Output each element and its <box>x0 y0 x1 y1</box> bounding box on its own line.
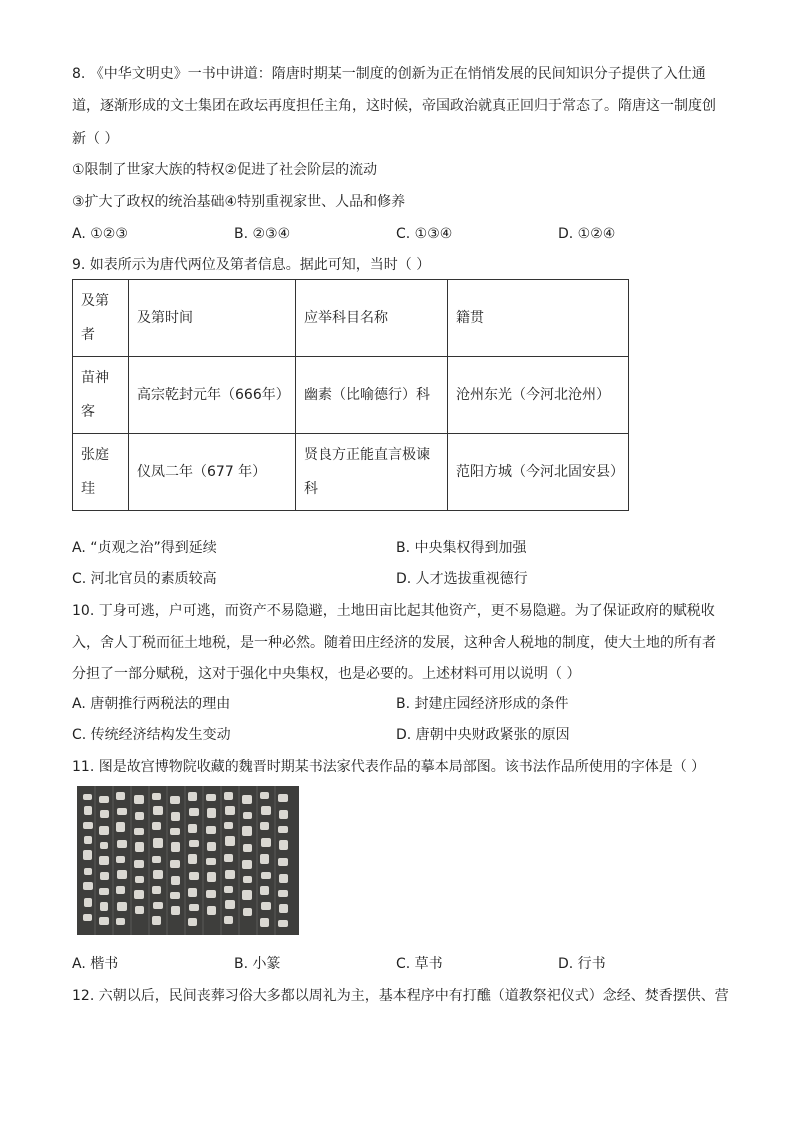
q11-stem: 11. 图是故宫博物院收藏的魏晋时期某书法家代表作品的摹本局部图。该书法作品所使用的字体是（ ） <box>72 759 706 775</box>
q8-stem-line-2: 道，逐渐形成的文士集团在政坛再度担任主角，这时候，帝国政治就真正回归于常态了。隋唐这一制度创 <box>72 98 716 114</box>
table-cell: 苗神客 <box>73 357 129 434</box>
q11-option-d[interactable]: D. 行书 <box>558 956 606 972</box>
q9-info-table <box>72 279 629 511</box>
q10-option-a[interactable]: A. 唐朝推行两税法的理由 <box>72 696 231 712</box>
table-cell: 张庭珪 <box>73 434 129 511</box>
table-cell: 贤良方正能直言极谏科 <box>296 434 448 511</box>
q11-option-a[interactable]: A. 楷书 <box>72 956 119 972</box>
q10-stem-line-3: 分担了一部分赋税，这对于强化中央集权，也是必要的。上述材料可用以说明（ ） <box>72 666 581 682</box>
table-cell: 沧州东光（今河北沧州） <box>448 357 629 434</box>
q9-option-a[interactable]: A. “贞观之治”得到延续 <box>72 540 217 556</box>
q8-statement-1: ①限制了世家大族的特权②促进了社会阶层的流动 <box>72 162 378 178</box>
q10-stem-line-2: 入，舍人丁税而征土地税，是一种必然。随着田庄经济的发展，这种舍人税地的制度，使大土地的所有者 <box>72 635 716 651</box>
table-header-cell: 籍贯 <box>448 280 629 357</box>
q8-option-d[interactable]: D. ①②④ <box>558 226 616 242</box>
table-row <box>73 434 629 511</box>
q8-stem-line-3: 新（ ） <box>72 131 119 147</box>
q11-option-c[interactable]: C. 草书 <box>396 956 443 972</box>
table-cell: 范阳方城（今河北固安县） <box>448 434 629 511</box>
q8-option-b[interactable]: B. ②③④ <box>234 226 291 242</box>
table-header-cell: 应举科目名称 <box>296 280 448 357</box>
table-cell: 高宗乾封元年（666年） <box>129 357 296 434</box>
q8-stem-line-1: 8. 《中华文明史》一书中讲道：隋唐时期某一制度的创新为正在悄悄发展的民间知识分子提供了入仕通 <box>72 66 706 82</box>
q8-option-a[interactable]: A. ①②③ <box>72 226 128 242</box>
q8-statement-2: ③扩大了政权的统治基础④特别重视家世、人品和修养 <box>72 194 406 210</box>
calligraphy-rubbing-graphic <box>77 786 299 935</box>
table-header-cell: 及第时间 <box>129 280 296 357</box>
calligraphy-image <box>77 786 299 935</box>
q9-option-d[interactable]: D. 人才选拔重视德行 <box>396 571 528 587</box>
table-cell: 仪凤二年（677 年） <box>129 434 296 511</box>
q10-option-b[interactable]: B. 封建庄园经济形成的条件 <box>396 696 569 712</box>
q10-option-d[interactable]: D. 唐朝中央财政紧张的原因 <box>396 727 570 743</box>
table-row <box>73 357 629 434</box>
table-header-row <box>73 280 629 357</box>
q10-option-c[interactable]: C. 传统经济结构发生变动 <box>72 727 231 743</box>
q9-stem: 9. 如表所示为唐代两位及第者信息。据此可知，当时（ ） <box>72 257 431 273</box>
q9-option-c[interactable]: C. 河北官员的素质较高 <box>72 571 217 587</box>
q12-stem-line-1: 12. 六朝以后，民间丧葬习俗大多都以周礼为主，基本程序中有打醮（道教祭祀仪式）念经、焚香摆供、营 <box>72 988 729 1004</box>
table-cell: 幽素（比喻德行）科 <box>296 357 448 434</box>
q9-option-b[interactable]: B. 中央集权得到加强 <box>396 540 527 556</box>
q10-stem-line-1: 10. 丁身可逃，户可逃，而资产不易隐避，土地田亩比起其他资产，更不易隐避。为了保证政府的赋税收 <box>72 603 715 619</box>
q11-option-b[interactable]: B. 小篆 <box>234 956 281 972</box>
table-header-cell: 及第者 <box>73 280 129 357</box>
q8-option-c[interactable]: C. ①③④ <box>396 226 453 242</box>
